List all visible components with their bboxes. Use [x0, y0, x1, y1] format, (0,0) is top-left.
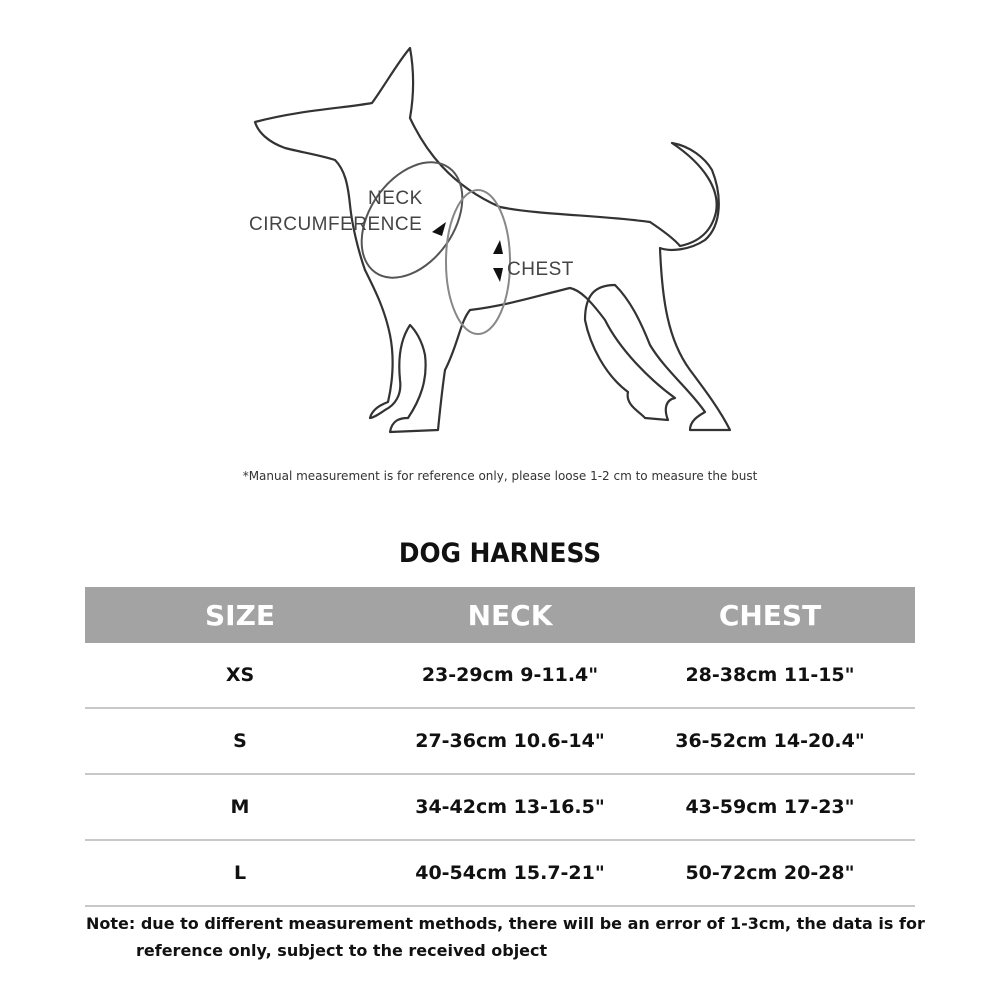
note-line-1: Note: due to different measurement methods, there will be an error of 1-3cm, the data is for: [86, 914, 925, 933]
note-text: [86, 910, 926, 964]
page-title: DOG HARNESS: [398, 538, 602, 569]
chest-cell: 50-72cm 20-28": [625, 840, 915, 906]
chest-cell: 28-38cm 11-15": [625, 643, 915, 708]
note-line-2: reference only, subject to the received object: [136, 941, 548, 960]
circumference-label: CIRCUMFERENCE: [249, 214, 423, 235]
chest-cell: 36-52cm 14-20.4": [625, 708, 915, 774]
size-table: [85, 587, 915, 907]
measurement-footnote: *Manual measurement is for reference only, please loose 1-2 cm to measure the bust: [242, 469, 758, 483]
header-chest: CHEST: [625, 587, 915, 643]
size-cell: L: [85, 840, 395, 906]
chest-label: CHEST: [507, 259, 574, 280]
table-row: [85, 774, 915, 840]
neck-cell: 34-42cm 13-16.5": [395, 774, 625, 840]
chest-cell: 43-59cm 17-23": [625, 774, 915, 840]
table-row: [85, 840, 915, 906]
size-cell: S: [85, 708, 395, 774]
header-size: SIZE: [85, 587, 395, 643]
neck-cell: 40-54cm 15.7-21": [395, 840, 625, 906]
table-row: [85, 643, 915, 708]
size-cell: XS: [85, 643, 395, 708]
table-row: [85, 708, 915, 774]
neck-label: NECK: [368, 188, 423, 209]
table-header-row: [85, 587, 915, 643]
size-cell: M: [85, 774, 395, 840]
neck-cell: 27-36cm 10.6-14": [395, 708, 625, 774]
header-neck: NECK: [395, 587, 625, 643]
neck-cell: 23-29cm 9-11.4": [395, 643, 625, 708]
